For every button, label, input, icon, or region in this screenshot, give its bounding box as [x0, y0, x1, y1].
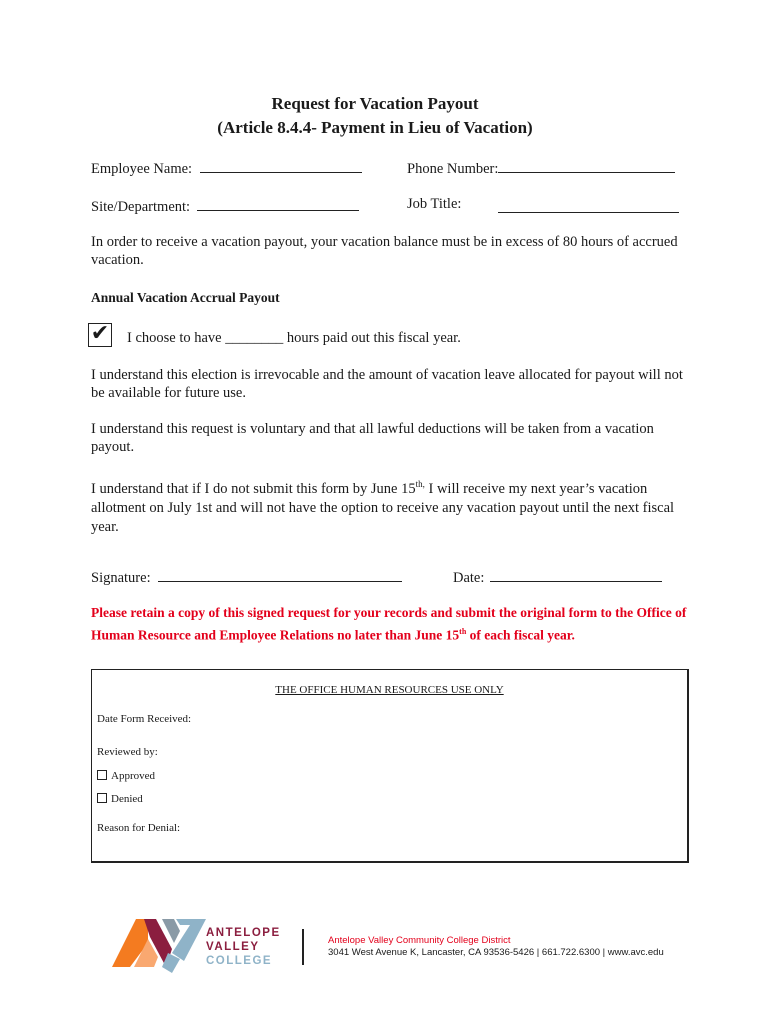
district-name: Antelope Valley Community College District: [328, 935, 511, 946]
date-form-received-label: Date Form Received:: [97, 713, 192, 725]
phone-number-field[interactable]: [498, 158, 675, 173]
signature-label: Signature:: [91, 570, 151, 586]
statement-irrevocable: I understand this election is irrevocable and the amount of vacation leave allocated for payout will not be available for future use.: [91, 367, 683, 401]
site-department-label: Site/Department:: [91, 199, 191, 215]
statement-deadline-sup: th,: [415, 479, 425, 489]
denied-checkbox[interactable]: [97, 793, 107, 803]
statement-deadline: [91, 475, 691, 537]
statement-voluntary: I understand this request is voluntary and that all lawful deductions will be taken from a vacation payout.: [91, 421, 654, 455]
approved-option[interactable]: [97, 770, 155, 782]
hr-use-box: [91, 669, 689, 863]
signature-row: [91, 567, 402, 587]
statement-deadline-rest: I will receive my next year’s vacation allotment on July 1st and will not have the option to receive any vacation payout until the next fiscal year.: [91, 480, 675, 535]
notice-text-end: of each fiscal year.: [466, 627, 575, 643]
payout-choice-text: [127, 330, 461, 347]
employee-name-label: Employee Name:: [91, 161, 193, 177]
date-label: Date:: [453, 570, 485, 586]
approved-checkbox[interactable]: [97, 770, 107, 780]
form-subtitle: (Article 8.4.4- Payment in Lieu of Vacation): [217, 118, 533, 137]
denied-label: Denied: [111, 793, 143, 805]
logo-word-valley: VALLEY: [206, 941, 260, 953]
avc-logo-icon: [110, 917, 206, 975]
payout-checkbox[interactable]: [88, 323, 112, 347]
footer-contact: [328, 935, 664, 959]
employee-name-row: [91, 158, 362, 178]
signature-field[interactable]: [158, 567, 402, 582]
district-address: 3041 West Avenue K, Lancaster, CA 93536-5426 | 661.722.6300 | www.avc.edu: [328, 947, 664, 958]
employee-name-field[interactable]: [200, 158, 362, 173]
job-title-label: Job Title:: [407, 196, 462, 212]
reason-for-denial-label: Reason for Denial:: [97, 822, 181, 834]
retain-copy-notice: [91, 603, 691, 645]
site-department-field[interactable]: [197, 196, 359, 211]
footer-divider: [302, 929, 304, 965]
payout-text-after: hours paid out this fiscal year.: [286, 330, 461, 346]
intro-paragraph: In order to receive a vacation payout, your vacation balance must be in excess of 80 hours of accrued vacation.: [91, 234, 678, 268]
notice-text: Please retain a copy of this signed request for your records and submit the original form to the Office of Human Resource and Employee Relations no later than June 15: [91, 605, 687, 643]
denied-option[interactable]: [97, 793, 143, 805]
job-title-field[interactable]: [498, 198, 679, 213]
job-title-row: [407, 196, 461, 213]
date-field[interactable]: [490, 567, 662, 582]
logo-word-college: COLLEGE: [206, 955, 273, 967]
checkmark-icon: ✔: [90, 321, 110, 346]
reviewed-by-label: Reviewed by:: [97, 746, 158, 758]
payout-text-before: I choose to have: [127, 330, 222, 346]
hours-blank-field[interactable]: ________: [225, 330, 284, 346]
phone-number-label: Phone Number:: [407, 161, 499, 177]
site-department-row: [91, 196, 359, 216]
logo-word-antelope: ANTELOPE: [206, 927, 281, 939]
phone-number-row: [407, 158, 675, 178]
approved-label: Approved: [111, 770, 155, 782]
date-row: [453, 567, 662, 587]
form-title: Request for Vacation Payout: [271, 94, 479, 113]
notice-sup: th: [459, 627, 467, 636]
section-title: Annual Vacation Accrual Payout: [91, 290, 280, 305]
avc-logo-mark: [110, 917, 206, 975]
statement-deadline-text: I understand that if I do not submit this form by June 15: [91, 480, 416, 497]
hr-box-title: THE OFFICE HUMAN RESOURCES USE ONLY: [275, 684, 504, 696]
